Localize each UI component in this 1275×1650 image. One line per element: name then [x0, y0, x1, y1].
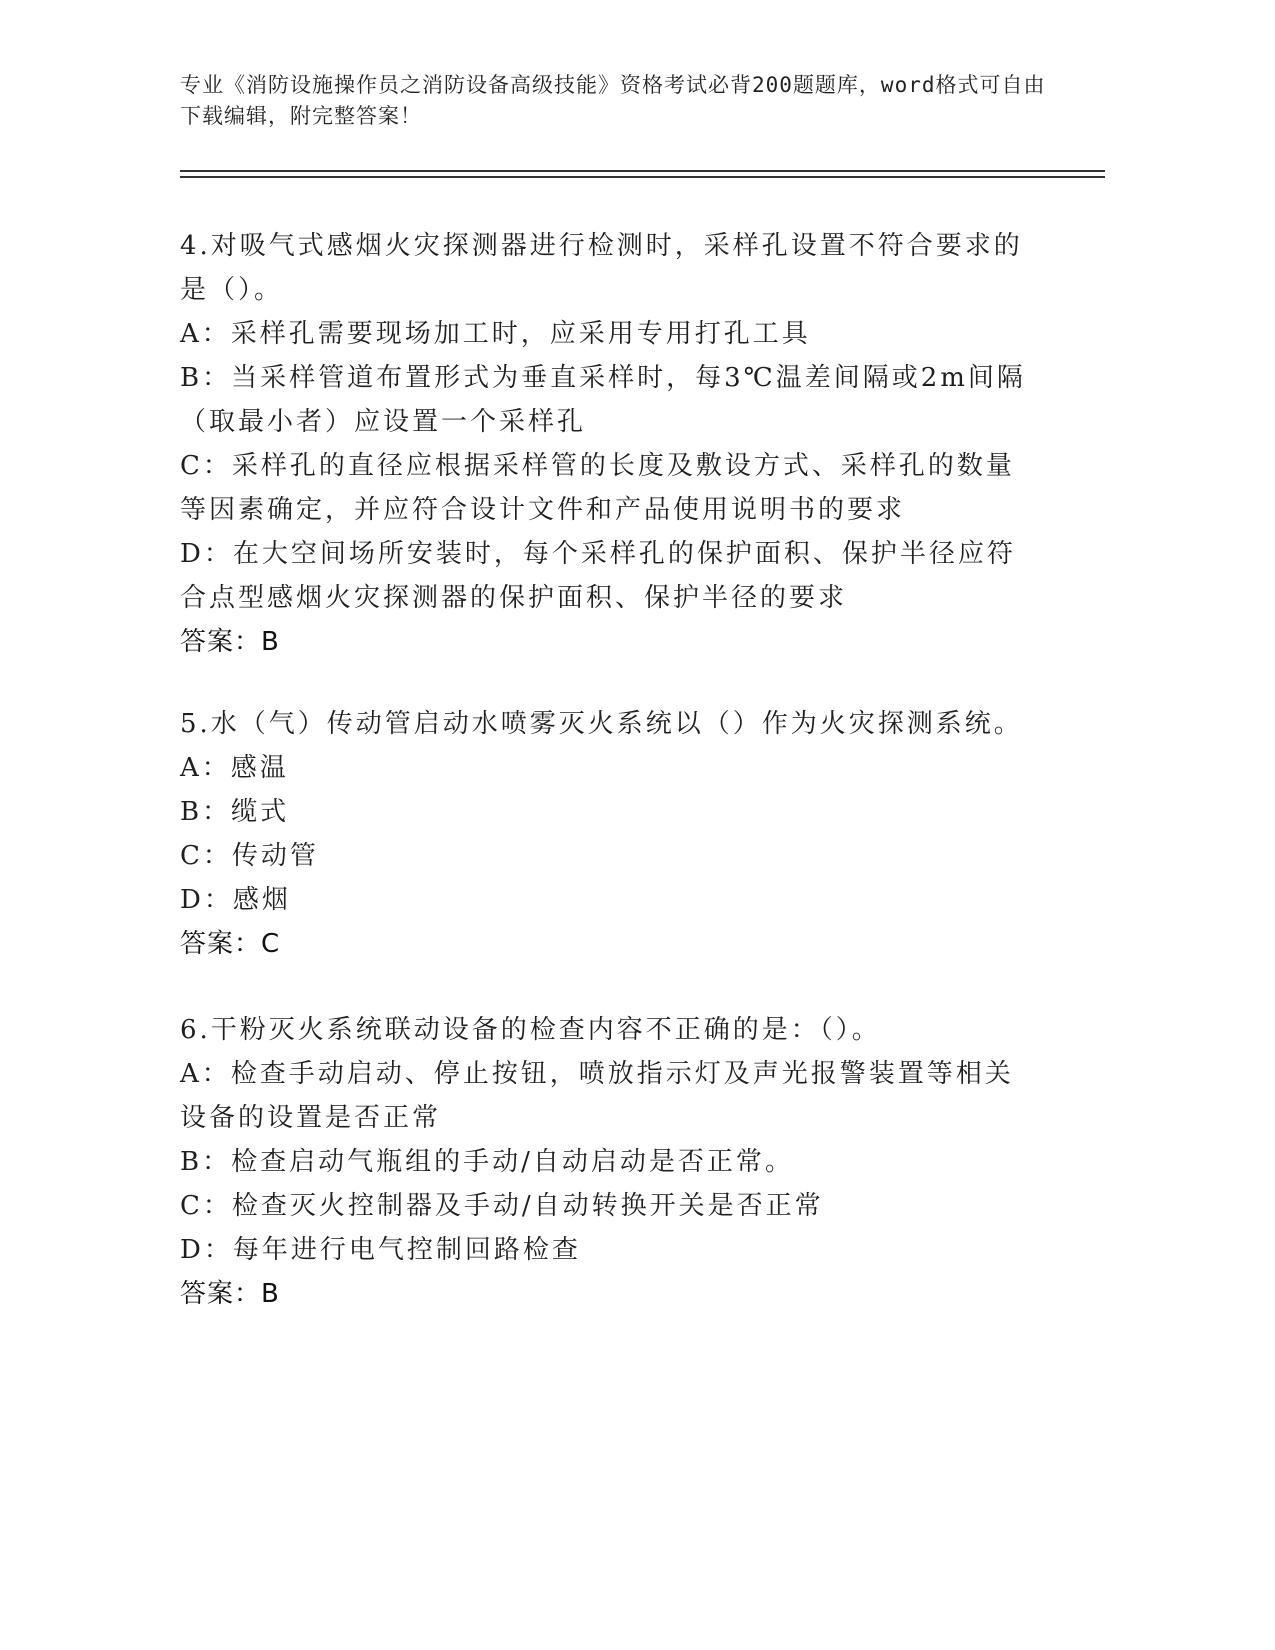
question-stem: 5.水（气）传动管启动水喷雾灭火系统以（）作为火灾探测系统。: [180, 709, 1023, 739]
question-5: [180, 702, 1040, 992]
option-b: B：当采样管道布置形式为垂直采样时，每3℃温差间隔或2m间隔（取最小者）应设置一个采样孔: [180, 363, 1026, 437]
answer: 答案：B: [180, 1279, 280, 1309]
document-intro: 专业《消防设施操作员之消防设备高级技能》资格考试必背200题题库，word格式可自由下载编辑，附完整答案！: [180, 73, 1046, 128]
question-6: [180, 1008, 1040, 1342]
option-c: C：采样孔的直径应根据采样管的长度及敷设方式、采样孔的数量等因素确定，并应符合设计文件和产品使用说明书的要求: [180, 451, 1015, 525]
option-d: D：每年进行电气控制回路检查: [180, 1235, 581, 1265]
option-b: B：检查启动气瓶组的手动/自动启动是否正常。: [180, 1147, 794, 1177]
answer: 答案：C: [180, 929, 281, 959]
question-4: [180, 224, 1040, 690]
option-a: A：检查手动启动、停止按钮，喷放指示灯及声光报警装置等相关设备的设置是否正常: [180, 1059, 1014, 1133]
question-stem: 4.对吸气式感烟火灾探测器进行检测时，采样孔设置不符合要求的是（）。: [180, 231, 1023, 305]
option-d: D：感烟: [180, 885, 291, 915]
question-stem: 6.干粉灭火系统联动设备的检查内容不正确的是：（）。: [180, 1015, 881, 1045]
option-d: D：在大空间场所安装时，每个采样孔的保护面积、保护半径应符合点型感烟火灾探测器的保护面积、保护半径的要求: [180, 539, 1016, 613]
option-a: A：采样孔需要现场加工时，应采用专用打孔工具: [180, 319, 811, 349]
header-divider-bottom: [180, 176, 1105, 178]
option-c: C：检查灭火控制器及手动/自动转换开关是否正常: [180, 1191, 824, 1221]
option-a: A：感温: [180, 753, 289, 783]
header-divider-top: [180, 170, 1105, 172]
answer: 答案：B: [180, 627, 280, 657]
option-b: B：缆式: [180, 797, 290, 827]
option-c: C：传动管: [180, 841, 319, 871]
